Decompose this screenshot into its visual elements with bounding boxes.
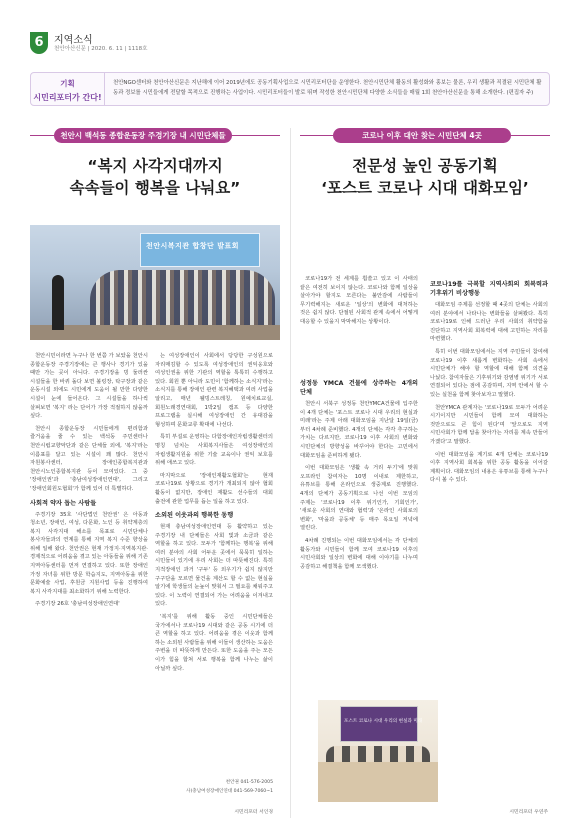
subheading: 성정동 YMCA 건물에 상주하는 4개의 단체: [300, 380, 418, 396]
intro-label-bottom: 시민리포터가 간다!: [33, 93, 102, 102]
paragraph: 는 여성장애인이 사회에서 당당한 구성원으로 자리매김할 수 있도록 여성장애인의 권익옹호와 여성인권을 위한 기관의 역할을 톡톡히 수행하고 있다. 회원 뿐 아니라 도민이 '함께하는 소식지'라는 소식지를 통해 장애인 관련 복지혜택과 여러 사업을 알리고, 매년 웰빙스트레칭, 원예치료교실, 회원노래경연대회, 1박2일 캠프 등 다양한 프로그램을 실시해 여성장애인 간 유대감을 형성하며 문화교류 확대에 나선다.: [155, 353, 273, 428]
banner-rule: [232, 135, 280, 136]
left-signature: 시민리포터 서인경: [234, 810, 273, 815]
conductor-figure: [52, 275, 64, 330]
paragraph: 4차례 진행되는 이번 대화모임에서는 각 단체의 활동가와 시민들이 함께 모여 코로나19 이후의 시민사회와 일상의 변화에 대해 이야기를 나누며 공감하고 해결책을 함께 모색했다.: [300, 537, 418, 570]
paragraph: 마지막으로 '장애인재활도협회'는 현재 코로나19로 상황으로 경기가 개최되지 않아 협회 활동이 없지만, 장애인 재활도 선수들의 대회 출전에 관한 업무를 돕는 일을 하고 있다.: [155, 472, 273, 505]
subheading: 소외된 이웃과의 행복한 동행: [155, 512, 234, 520]
right-article-banner: 코로나 이후 대안 찾는 시민단체 4곳: [333, 128, 511, 143]
paragraph: 코로나19가 전 세계를 휩쓸고 있고 이 사태의 끝은 여전히 보이지 않는다. 코로나와 함께 일상을 살아가야 할지도 모른다는 불안감에 사람들이 무기력해지는 새로운 '일상'의 변화에 대처하는 것은 쉽지 않다. 단절된 사회적 관계 속에서 어떻게 대응할 수 있을지 막막해지는 상황이다.: [300, 276, 418, 325]
paragraph: 현재 충남여성장애인연대 등 활약하고 있는 주경기장 내 단체들은 사회 빛과 소금과 같은 역할을 하고 있다. 모두가 '함께하는 행복'을 위해 여러 분야의 사회 어두운 곳에서 묵묵히 일하는 시민들이 있기에 우리 사회는 더 따뜻해진다. 특히 지적장애인 과거 '구두' 등 외우기가 쉽지 않지만 구구단을 모르면 물건을 계산도 할 수 없는 현실을 알기에 학생들의 눈높이 맞춰서 그 필요를 채워주고 있다. 이 노력이 연결되어 가는 어려움을 이겨내고 있다.: [155, 524, 273, 608]
stage-banner-text: 천안시복지관 합창단 발표회: [146, 242, 240, 250]
paragraph: 대화모임 주제를 선정할 때 4곳의 단체는 사회의 여러 분야에서 나타나는 변화들을 살펴봤다. 특히 코로나19로 인해 드러난 우리 사회의 취약함을 진단하고 지역사회 회복력에 대해 고민하는 자리를 마련했다.: [430, 302, 548, 343]
intro-label: [31, 73, 105, 105]
contact-line: 천안권 041-576-2005: [225, 780, 273, 785]
left-column-2: [155, 352, 273, 677]
paragraph: 이번 대화모임을 계기로 4개 단체는 코로나19 이후 지역사회 회복을 위한 공동 활동을 이어갈 계획이다. 대화모임의 내용은 유튜브를 통해 누구나 다시 볼 수 있다.: [430, 451, 548, 484]
choir-photo: [30, 225, 280, 340]
contact-info: [155, 778, 273, 796]
left-column-1: [30, 352, 148, 613]
paragraph: 주경기장 26호 '충남여성장애인연대': [35, 601, 120, 608]
presentation-screen: [340, 706, 418, 742]
column-divider: [290, 128, 291, 818]
intro-text: 천안NGO센터와 천안아산신문은 지난해에 이어 2019년에도 공동기획사업으로 시민리포터단을 운영한다. 천안시민단체 활동의 활성화와 홍보는 물론, 우리 생활과 직결된 시민단체 활동과 정보를 시민들에게 전달할 목적으로 진행하는 사업이다. 시민리포터들이 발로 뛰며 작성한 천안시민단체 다양한 소식들을 매월 1회 천안아산신문을 통해 소개한다. (편집자 주): [113, 80, 542, 96]
paragraph: '복지'를 위해 활동 중인 시민단체들은 국가에서나 코로나19 시대와 같은 공동 시기에 더 큰 역할을 하고 있다. 어려움을 겪은 이웃과 함께 하는 소외된 사람들을 위해 이들이 생산하는 도움은 주변을 더 따뜻하게 만든다. 또한 도움을 주는 모든 이가 힘을 합쳐 서로 행복을 함께 나누는 삶이 아닐까 싶다.: [155, 614, 273, 672]
paragraph: 천안시 종합운동장 시민들에게 편리함과 즐거움을 줄 수 있는 백석동 주민센터나 천안시립교향악단과 같은 단체들 외에, '복지'라는 이름표를 달고 있는 시설이 꽤 많다. 천안시 자원봉사센터, 장애인종합복지관과 천안시노인종합복지관 등이 모여있다. 그 중 '장애인권'과 '충남여성장애인연대', 그리고 '장애인회원도협회'가 함께 있어 더 특별하다.: [30, 425, 148, 492]
paragraph: 천안시민이라면 누구나 한 번쯤 가 보았을 천안시 종합운동장 주경기장에는 큰 행사나 경기가 있을 때만 가는 곳이 아니다. 주경기장을 빙 둘러싼 시설들을 한 바퀴 돌다 보면 볼링장, 탁구장과 같은 운동시설 외에도 시민에게 도움이 될 만한 다양한 시설이 눈에 들어온다. 그 시설들을 하나씩 살펴보면 '복지' 라는 단어가 가장 적절하지 않을까 싶다.: [30, 353, 148, 420]
screen-text: 포스트 코로나 시대 우리의 현실과 미래: [344, 719, 423, 724]
page-header: [0, 0, 568, 56]
banner-rule: [300, 135, 333, 136]
meeting-table: [318, 762, 438, 802]
right-headline: [300, 155, 550, 199]
intro-label-top: 기획: [60, 79, 75, 88]
right-headline-line1: 전문성 높인 공동기획: [352, 157, 498, 175]
left-headline-line2: 속속들이 행복을 나눠요”: [69, 179, 241, 197]
left-headline-line1: “복지 사각지대까지: [87, 157, 223, 175]
section-title: 지역소식: [54, 35, 93, 46]
banner-rule: [30, 135, 54, 136]
paragraph: 이번 대화모임은 '생활 속 거리 두기'에 맞춰 오프라인 참여자는 10명 이내로 제한하고, 유튜브를 통해 온라인으로 생중계로 진행했다. 4개의 단체가 공동기획으로 나선 이번 모임의 주제는 '코로나19 이후 위기인가, 기회인가', '새로운 사회의 연대와 협력'과 '온라인 사회로의 변화', '마을과 공동체' 등 매주 목요일 저녁에 열린다.: [300, 465, 418, 532]
paragraph: 특히 부설로 운영하는 다함장애인자립생활센터의 명칭 넘치는 사회복지사들은 여성장애인의 자립생활지원을 위한 기술 교육이나 권익 보호를 위해 애쓰고 있다.: [155, 434, 273, 467]
contact-line: 사)충남여성장애인연대 041-569-7060~1: [186, 789, 273, 794]
meeting-photo: [318, 700, 438, 802]
left-article-banner: 천안시 백석동 종합운동장 주경기장 내 시민단체들: [54, 128, 232, 143]
issue-line: 천안아산신문 | 2020. 6. 11 | 1118호: [54, 46, 148, 52]
right-headline-line2: ‘포스트 코로나 시대 대화모임’: [321, 179, 529, 197]
stage-floor: [30, 325, 280, 340]
intro-box: [30, 72, 550, 106]
subheading: 코로나19를 극복할 지역사회의 회복력과 기후위기 비상행동: [430, 281, 548, 297]
page-number: 6: [30, 32, 48, 54]
paragraph: 특히 이번 대화모임에서는 지역 주민들이 참여해 코로나19 이후 새롭게 변화하는 사회 속에서 시민단체가 해야 할 역할에 대해 함께 의견을 나눴다. 참여자들은 기후위기와 감염병 위기가 서로 연결되어 있다는 점에 공감하며, 지역 안에서 할 수 있는 실천을 함께 찾아보자고 말했다.: [430, 348, 548, 398]
right-column-1: [300, 374, 418, 575]
right-column-2: [430, 275, 548, 489]
subheading: 사회적 약자 돕는 사람들: [30, 499, 97, 507]
paragraph: 주경기장 35호 '사단법인 천안권' 은 아동과 청소년, 장애인, 여성, 다문화, 노인 등 취약계층의 복지 사각지대 해소를 목표로 시민단체나 봉사자들과의 연계를 통해 지역 복지 수준 향상을 위해 일해 왔다. 천안권은 현재 가정지·지역복지관·경제적으로 어려움을 겪고 있는 아동들을 위해 기존 지역아동센터를 먼저 연결하고 있다. 또한 장애인 가정 자녀를 위한 방문 학습지도, 지역아동을 위한 문화예술 사업, 후원금 지원사업 등을 진행하여 복지 사각지대를 최소화하기 위해 노력한다.: [30, 511, 148, 595]
right-column-1-top: [300, 275, 418, 331]
paragraph: 천안시 서북구 성정동 천안YMCA건물에 입주한 이 4개 단체는 '포스트 코로나 시대 우리의 현실과 미래'라는 주제 아래 대화모임을 지난달 19일(금)부터 4차례 준비했다. 4개의 단체는 각각 추구하는 가치는 다르지만, 코로나19 이후 사회의 변화와 시민단체의 방향성을 바꾸어야 한다는 고민에서 대화모임을 준비하게 됐다.: [300, 401, 418, 459]
banner-rule: [511, 135, 550, 136]
right-signature: 시민리포터 우연주: [509, 810, 548, 815]
paragraph: 천안YMCA 관계자는 '코로나19로 모두가 어려운 시기이지만 시민들이 함께 모여 대화하는 것만으로도 큰 힘이 된다'며 '앞으로도 지역 시민사회가 함께 답을 찾아가는 자리를 계속 만들어 가겠다'고 말했다.: [430, 404, 548, 445]
left-headline: [30, 155, 280, 199]
